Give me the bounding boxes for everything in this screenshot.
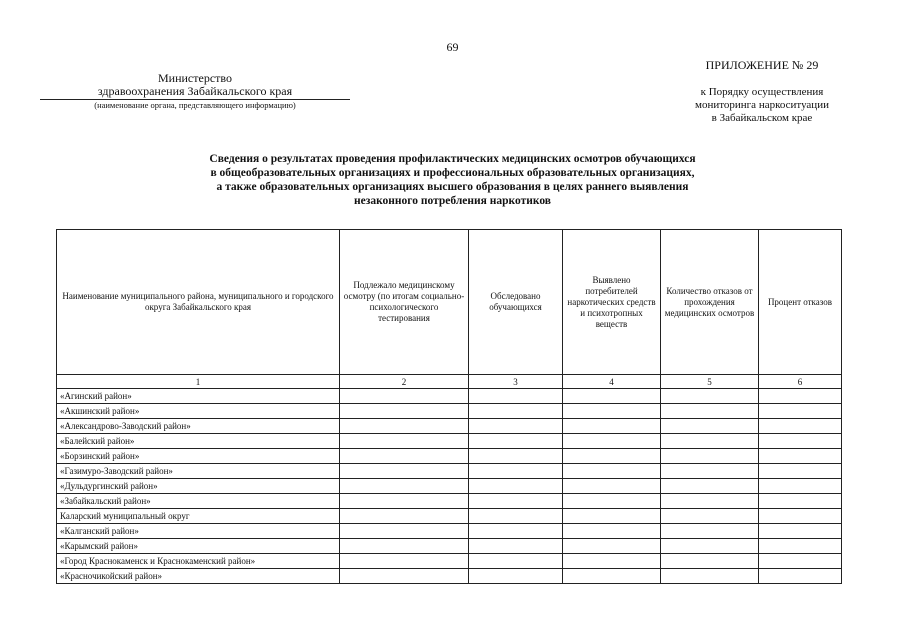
data-cell: [661, 389, 759, 404]
table-row: [57, 404, 842, 419]
report-table: [56, 229, 842, 584]
data-cell: [563, 389, 661, 404]
header-subject-to-exam: Подлежало медицинскому осмотру (по итогам социально-психологического тестирования: [340, 230, 469, 375]
column-number: 4: [563, 375, 661, 389]
column-number: 1: [57, 375, 340, 389]
data-cell: [661, 569, 759, 584]
data-cell: [661, 449, 759, 464]
data-cell: [661, 464, 759, 479]
data-cell: [661, 554, 759, 569]
data-cell: [563, 494, 661, 509]
data-cell: [661, 479, 759, 494]
municipality-name: «Забайкальский район»: [57, 494, 340, 509]
data-cell: [759, 539, 842, 554]
municipality-name: «Борзинский район»: [57, 449, 340, 464]
table-row: [57, 419, 842, 434]
data-cell: [759, 389, 842, 404]
header-refusals-count: Количество отказов от прохождения медицинских осмотров: [661, 230, 759, 375]
title-line: в общеобразовательных организациях и профессиональных образовательных организациях,: [210, 167, 695, 179]
data-cell: [469, 434, 563, 449]
municipality-name: «Газимуро-Заводский район»: [57, 464, 340, 479]
data-cell: [563, 509, 661, 524]
data-cell: [759, 449, 842, 464]
column-number: 3: [469, 375, 563, 389]
data-cell: [340, 434, 469, 449]
municipality-name: «Дульдургинский район»: [57, 479, 340, 494]
municipality-name: «Агинский район»: [57, 389, 340, 404]
data-cell: [469, 404, 563, 419]
data-cell: [469, 389, 563, 404]
data-cell: [759, 419, 842, 434]
table-row: [57, 524, 842, 539]
data-cell: [563, 539, 661, 554]
municipality-name: «Город Краснокаменск и Краснокаменский район»: [57, 554, 340, 569]
data-cell: [759, 494, 842, 509]
column-number-row: [57, 375, 842, 389]
data-cell: [340, 509, 469, 524]
table-body: [57, 389, 842, 584]
data-cell: [469, 554, 563, 569]
data-cell: [759, 509, 842, 524]
data-cell: [340, 389, 469, 404]
data-cell: [563, 569, 661, 584]
table-row: [57, 389, 842, 404]
org-name-line1: Министерство: [158, 71, 232, 85]
appendix-line: мониторинга наркоситуации: [695, 99, 829, 111]
data-cell: [340, 539, 469, 554]
data-cell: [563, 434, 661, 449]
data-cell: [759, 569, 842, 584]
data-cell: [661, 419, 759, 434]
header-users-identified: Выявлено потребителей наркотических средств и психотропных веществ: [563, 230, 661, 375]
header-refusals-percent: Процент отказов: [759, 230, 842, 375]
data-cell: [469, 569, 563, 584]
data-cell: [661, 404, 759, 419]
header-row: [57, 230, 842, 375]
municipality-name: «Карымский район»: [57, 539, 340, 554]
table-row: [57, 434, 842, 449]
org-name-line2: здравоохранения Забайкальского края: [40, 85, 350, 100]
data-cell: [759, 434, 842, 449]
data-cell: [340, 464, 469, 479]
page-number: 69: [446, 40, 459, 54]
data-cell: [759, 554, 842, 569]
data-cell: [469, 539, 563, 554]
table-row: [57, 539, 842, 554]
data-cell: [563, 404, 661, 419]
title-line: Сведения о результатах проведения профилактических медицинских осмотров обучающихся: [209, 153, 696, 165]
column-number: 5: [661, 375, 759, 389]
appendix-title: ПРИЛОЖЕНИЕ № 29: [705, 58, 819, 72]
municipality-name: Каларский муниципальный округ: [57, 509, 340, 524]
municipality-name: «Балейский район»: [57, 434, 340, 449]
data-cell: [563, 524, 661, 539]
data-cell: [759, 524, 842, 539]
table-row: [57, 449, 842, 464]
title-line: а также образовательных организациях высшего образования в целях раннего выявления: [216, 181, 689, 193]
data-cell: [563, 479, 661, 494]
data-cell: [759, 464, 842, 479]
data-cell: [661, 539, 759, 554]
data-cell: [469, 464, 563, 479]
appendix-line: в Забайкальском крае: [711, 112, 813, 124]
municipality-name: «Александрово-Заводский район»: [57, 419, 340, 434]
data-cell: [340, 524, 469, 539]
data-cell: [469, 419, 563, 434]
appendix-block: [662, 58, 862, 125]
data-cell: [563, 464, 661, 479]
data-cell: [340, 449, 469, 464]
data-cell: [563, 554, 661, 569]
title-line: незаконного потребления наркотиков: [353, 195, 552, 207]
data-cell: [469, 449, 563, 464]
header-municipality: Наименование муниципального района, муниципального и городского округа Забайкальского края: [57, 230, 340, 375]
data-cell: [759, 404, 842, 419]
data-cell: [661, 434, 759, 449]
organization-block: [40, 72, 350, 111]
data-cell: [340, 419, 469, 434]
data-cell: [563, 449, 661, 464]
column-number: 2: [340, 375, 469, 389]
municipality-name: «Красночикойский район»: [57, 569, 340, 584]
table-row: [57, 509, 842, 524]
column-number: 6: [759, 375, 842, 389]
appendix-line: к Порядку осуществления: [700, 86, 824, 98]
data-cell: [661, 494, 759, 509]
table-row: [57, 464, 842, 479]
table-row: [57, 554, 842, 569]
data-cell: [340, 569, 469, 584]
data-cell: [661, 524, 759, 539]
table-row: [57, 479, 842, 494]
data-cell: [340, 554, 469, 569]
table-row: [57, 494, 842, 509]
data-cell: [759, 479, 842, 494]
document-title: [120, 152, 785, 208]
table-row: [57, 569, 842, 584]
data-cell: [661, 509, 759, 524]
data-cell: [469, 494, 563, 509]
data-cell: [340, 494, 469, 509]
municipality-name: «Акшинский район»: [57, 404, 340, 419]
data-cell: [563, 419, 661, 434]
data-cell: [469, 479, 563, 494]
data-cell: [469, 509, 563, 524]
data-cell: [340, 479, 469, 494]
org-caption: (наименование органа, представляющего информацию): [94, 100, 296, 110]
header-examined: Обследовано обучающихся: [469, 230, 563, 375]
municipality-name: «Калганский район»: [57, 524, 340, 539]
data-cell: [340, 404, 469, 419]
data-cell: [469, 524, 563, 539]
